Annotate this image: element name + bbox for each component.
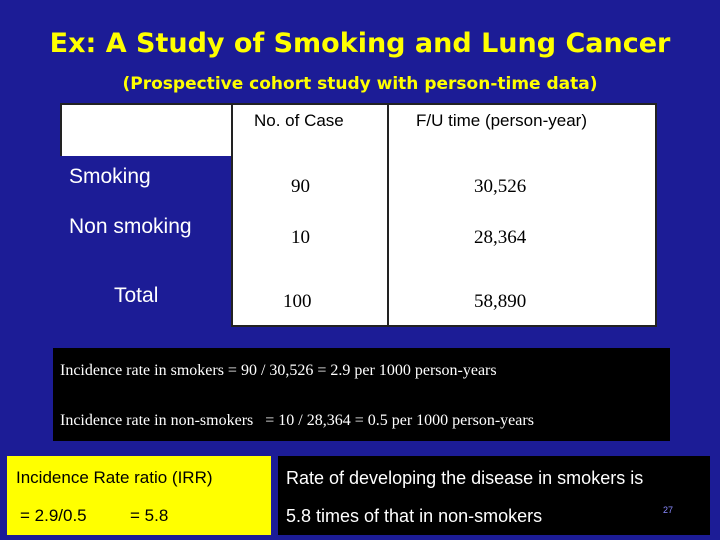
cell-smoking-cases: 90 (291, 176, 310, 197)
row-label-smoking: Smoking (69, 165, 151, 188)
incidence-smokers-text: Incidence rate in smokers = 90 / 30,526 = 2.9 per 1000 person-years (60, 362, 497, 379)
header-fu-time: F/U time (person-year) (416, 111, 587, 130)
table-border-left (60, 103, 62, 156)
cell-non-smoking-cases: 10 (291, 227, 310, 248)
row-label-non-smoking: Non smoking (69, 215, 192, 238)
table-border-top (60, 103, 657, 105)
interpretation-line-2: 5.8 times of that in non-smokers (286, 506, 543, 526)
slide-title: Ex: A Study of Smoking and Lung Cancer (49, 28, 671, 59)
cell-non-smoking-fu: 28,364 (474, 227, 527, 248)
irr-label: Incidence Rate ratio (IRR) (16, 468, 213, 487)
cell-smoking-fu: 30,526 (474, 176, 527, 197)
interpretation-line-1: Rate of developing the disease in smokers is (286, 468, 644, 488)
incidence-non-smokers-text: Incidence rate in non-smokers = 10 / 28,364 = 0.5 per 1000 person-years (60, 412, 534, 429)
table-border-bottom (231, 325, 657, 327)
page-number: 27 (663, 505, 674, 515)
irr-formula: = 2.9/0.5 (20, 506, 87, 525)
cell-total-cases: 100 (283, 291, 312, 312)
irr-result: = 5.8 (130, 506, 169, 525)
table-border-right (655, 103, 657, 326)
cell-total-fu: 58,890 (474, 291, 527, 312)
table-divider-2 (387, 103, 389, 326)
header-no-of-case: No. of Case (254, 111, 344, 130)
slide-subtitle: (Prospective cohort study with person-time data) (122, 74, 598, 94)
row-label-total: Total (114, 284, 159, 307)
table-divider-1 (231, 103, 233, 326)
